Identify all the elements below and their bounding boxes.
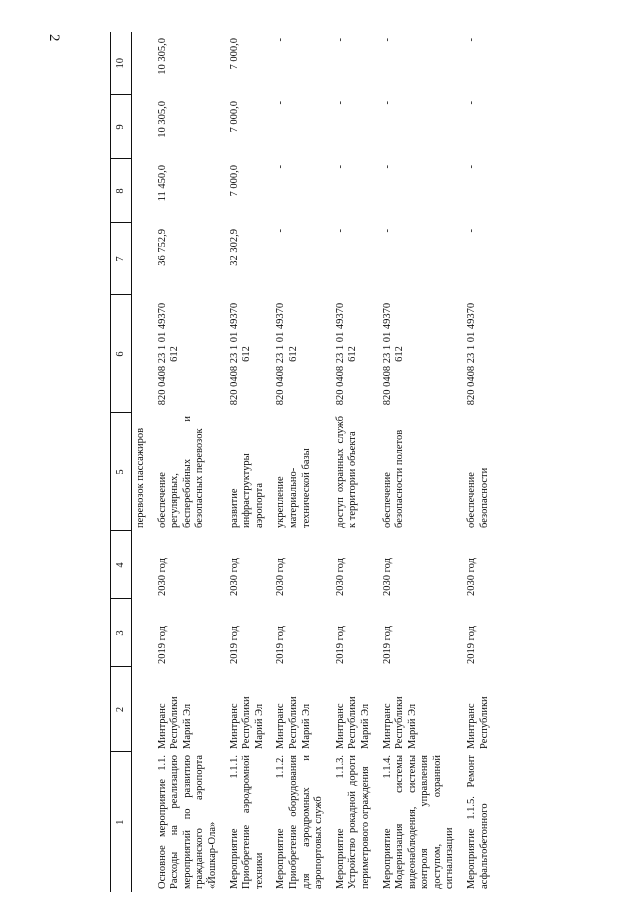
- executor: Минтранс Республики: [466, 696, 490, 749]
- amount-col-10: -: [381, 38, 393, 42]
- carry-over-row: [132, 32, 154, 892]
- executor: Минтранс Республики Марий Эл: [334, 696, 371, 749]
- budget-code: 820 0408 23 1 01 49370 612: [381, 302, 406, 406]
- measure-name: Мероприятие 1.1.5. Ремонт асфальтобетонного: [466, 755, 490, 889]
- table-row: [463, 32, 497, 892]
- amount-col-8: -: [334, 165, 346, 169]
- amount-col-10: -: [275, 38, 287, 42]
- carry-over-text: перевозок пассажиров: [135, 427, 146, 528]
- header-col-10: 10: [111, 32, 132, 95]
- expected-result: обеспечение безопасности полетов: [381, 429, 406, 528]
- amount-col-8: 11 450,0: [156, 165, 168, 202]
- measure-name: Основное мероприятие 1.1. Расходы на реализацию мероприятий по развитию гражданского аэропорта «Йошкар-Ола»: [156, 755, 218, 889]
- header-col-8: 8: [111, 159, 132, 223]
- header-col-2: 2: [111, 667, 132, 752]
- measure-name: Мероприятие 1.1.3. Устройство рокадной дороги периметрового ограждения: [334, 755, 371, 889]
- page-number: 2: [46, 34, 62, 42]
- executor: Минтранс Республики Марий Эл: [228, 696, 265, 749]
- end-year: 2030 год: [466, 558, 478, 596]
- table-row: [332, 32, 379, 892]
- end-year: 2030 год: [381, 558, 393, 596]
- header-col-4: 4: [111, 531, 132, 599]
- end-year: 2030 год: [228, 558, 240, 596]
- header-col-9: 9: [111, 95, 132, 159]
- amount-col-9: -: [275, 101, 287, 105]
- start-year: 2019 год: [381, 626, 393, 664]
- budget-code: 820 0408 23 1 01 49370: [466, 302, 478, 406]
- amount-col-9: -: [334, 101, 346, 105]
- measure-name: Мероприятие 1.1.1. Приобретение аэродромной техники: [228, 755, 265, 889]
- start-year: 2019 год: [228, 626, 240, 664]
- header-col-5: 5: [111, 413, 132, 531]
- budget-code: 820 0408 23 1 01 49370 612: [228, 302, 253, 406]
- executor: Минтранс Республики Марий Эл: [156, 696, 193, 749]
- header-col-3: 3: [111, 599, 132, 667]
- expected-result: обеспечение безопасности: [466, 467, 490, 528]
- header-col-1: 1: [111, 752, 132, 892]
- end-year: 2030 год: [275, 558, 287, 596]
- table-row: [379, 32, 464, 892]
- header-row: [111, 32, 132, 892]
- end-year: 2030 год: [334, 558, 346, 596]
- executor: Минтранс Республики Марий Эл: [275, 696, 312, 749]
- amount-col-10: 10 305,0: [156, 38, 168, 75]
- amount-col-7: 36 752,9: [156, 229, 168, 266]
- table-row: [226, 32, 273, 892]
- amount-col-10: -: [334, 38, 346, 42]
- amount-col-7: -: [275, 229, 287, 233]
- expected-result: укрепление материально-технической базы: [275, 448, 312, 528]
- header-col-7: 7: [111, 223, 132, 295]
- program-table: [110, 32, 497, 892]
- start-year: 2019 год: [275, 626, 287, 664]
- amount-col-8: -: [381, 165, 393, 169]
- measure-name: Мероприятие 1.1.2. Приобретение оборудования для аэродромных и аэропортовых служб: [275, 755, 325, 889]
- start-year: 2019 год: [334, 626, 346, 664]
- amount-col-9: 7 000,0: [228, 101, 240, 133]
- measure-name: Мероприятие 1.1.4. Модернизация системы видеонаблюдения, системы контроля управления доступом, охранной сигнализации: [381, 755, 456, 889]
- amount-col-8: 7 000,0: [228, 165, 240, 197]
- budget-code: 820 0408 23 1 01 49370 612: [156, 302, 181, 406]
- start-year: 2019 год: [156, 626, 168, 664]
- expected-result: обеспечение регулярных, бесперебойных и безопасных перевозок: [156, 416, 206, 528]
- rotated-table-sheet: [110, 32, 630, 892]
- amount-col-10: 7 000,0: [228, 38, 240, 70]
- amount-col-9: -: [466, 101, 478, 105]
- amount-col-7: -: [381, 229, 393, 233]
- header-col-6: 6: [111, 295, 132, 413]
- end-year: 2030 год: [156, 558, 168, 596]
- start-year: 2019 год: [466, 626, 478, 664]
- table-row: [154, 32, 226, 892]
- amount-col-10: -: [466, 38, 478, 42]
- amount-col-8: -: [275, 165, 287, 169]
- amount-col-9: -: [381, 101, 393, 105]
- amount-col-8: -: [466, 165, 478, 169]
- expected-result: развитие инфраструктуры аэропорта: [228, 453, 265, 528]
- amount-col-7: -: [466, 229, 478, 233]
- budget-code: 820 0408 23 1 01 49370 612: [334, 302, 359, 406]
- amount-col-9: 10 305,0: [156, 101, 168, 138]
- table-row: [272, 32, 331, 892]
- amount-col-7: 32 302,9: [228, 229, 240, 266]
- amount-col-7: -: [334, 229, 346, 233]
- executor: Минтранс Республики Марий Эл: [381, 696, 418, 749]
- expected-result: доступ охранных служб к территории объекта: [334, 416, 359, 528]
- budget-code: 820 0408 23 1 01 49370 612: [275, 302, 299, 406]
